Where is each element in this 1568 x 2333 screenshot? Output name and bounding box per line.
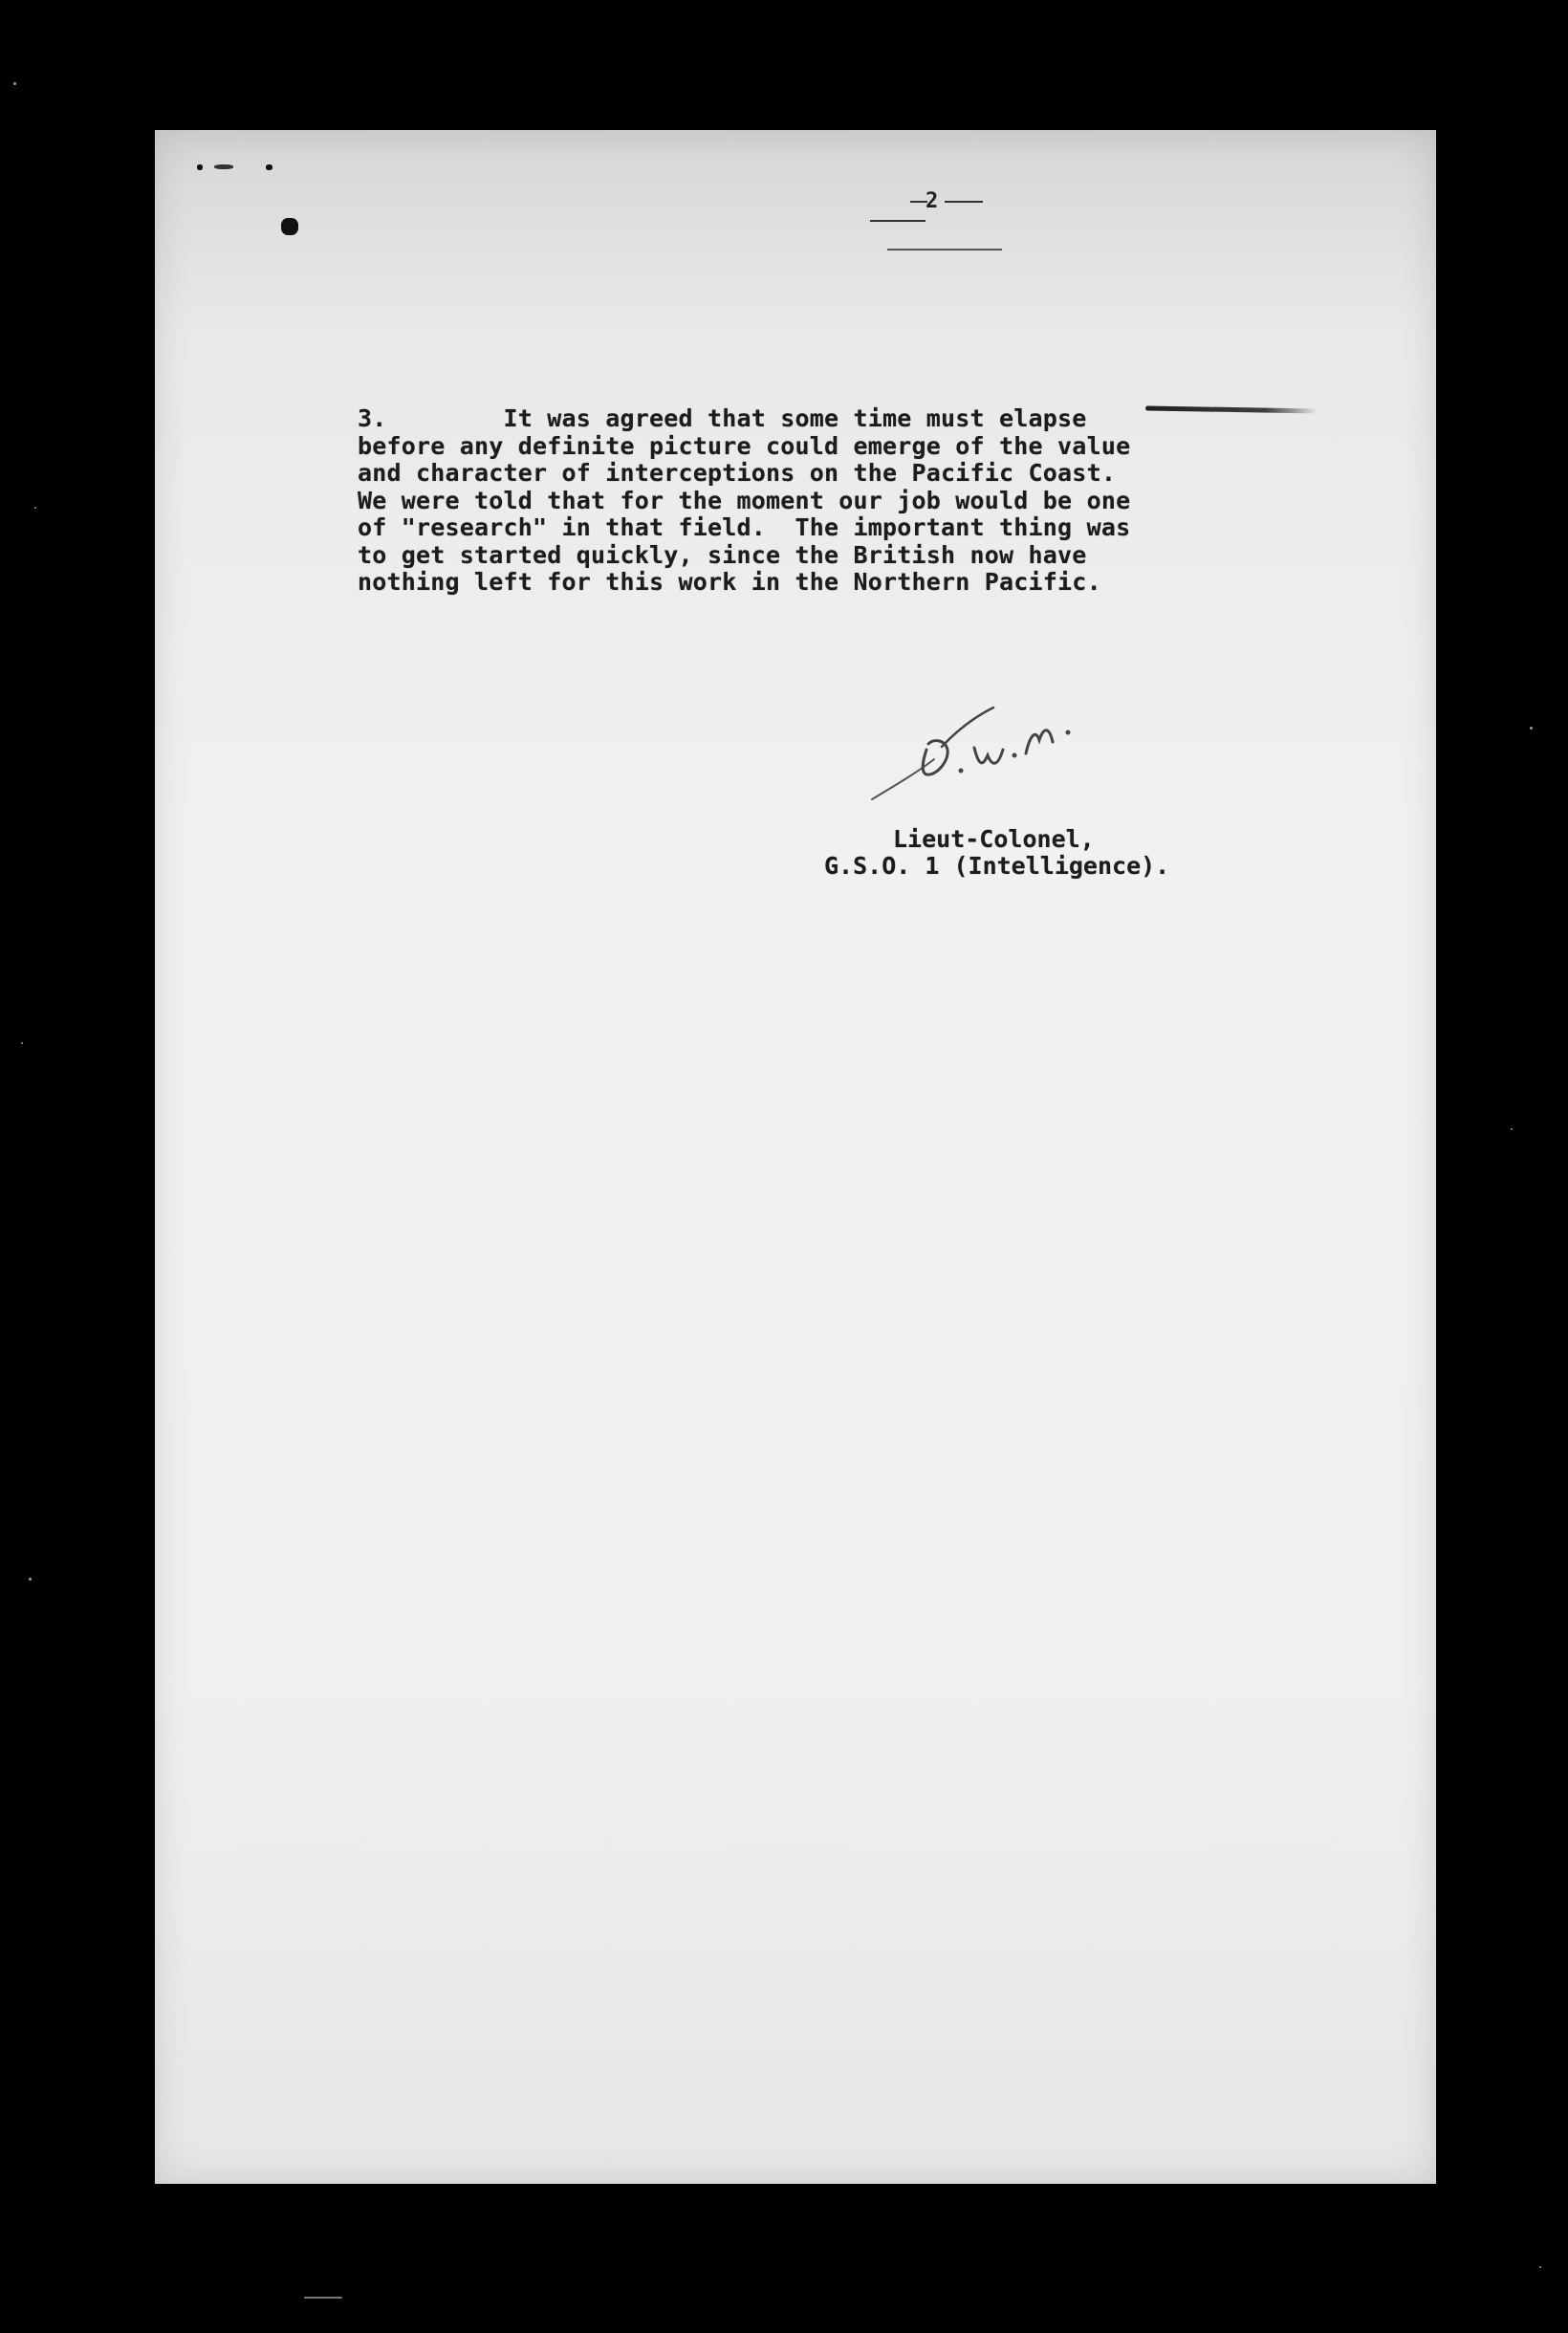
paragraph-line: and character of interceptions on the Pacific Coast. (358, 459, 1117, 487)
ink-strike-mark (1145, 405, 1318, 413)
paragraph-3 (358, 405, 1130, 597)
punch-mark (197, 164, 203, 170)
punch-mark (266, 164, 272, 170)
paragraph-line: to get started quickly, since the British now have (358, 540, 1087, 569)
paragraph-line: of "research" in that field. The important thing was (358, 513, 1131, 541)
page-number-header (824, 189, 1073, 275)
film-speck (13, 82, 16, 85)
signatory-position: G.S.O. 1 (Intelligence). (824, 852, 1170, 880)
handwritten-signature (867, 694, 1106, 809)
paragraph-line: before any definite picture could emerge of the value (358, 431, 1131, 460)
header-dash (945, 201, 983, 203)
film-speck (34, 507, 36, 509)
paragraph-line: nothing left for this work in the Northern Pacific. (358, 568, 1101, 596)
film-speck (1530, 727, 1533, 730)
punch-mark (214, 164, 233, 169)
film-speck (304, 2297, 342, 2299)
page-number: 2 (926, 189, 939, 213)
paragraph-line: We were told that for the moment our job would be one (358, 486, 1131, 514)
signatory-title: Lieut-Colonel, (893, 825, 1095, 853)
film-speck (21, 1042, 23, 1044)
film-speck (29, 1578, 32, 1581)
paragraph-line: 3. It was agreed that some time must elapse (358, 404, 1087, 432)
film-speck (1539, 2266, 1541, 2268)
header-dash (887, 249, 1002, 251)
punch-hole-mark (281, 218, 298, 235)
film-speck (1511, 1128, 1513, 1130)
signature-block (824, 826, 1169, 880)
header-dash (870, 220, 926, 222)
document-page (155, 130, 1436, 2184)
